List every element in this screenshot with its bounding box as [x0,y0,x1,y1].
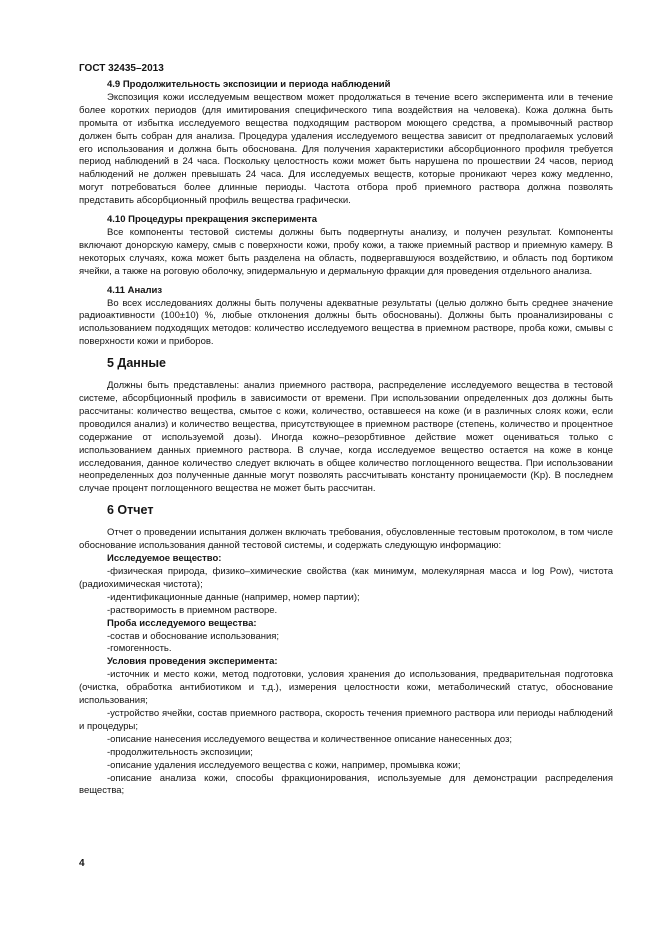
section-4-11-title: 4.11 Анализ [107,284,163,296]
report-list-item: -описание анализа кожи, способы фракционирования, используемые для демонстрации распределения вещества; [79,772,613,797]
section-6-intro: Отчет о проведении испытания должен включать требования, обусловленные тестовым протоколом, в том числе обоснование использования данной тестовой системы, и содержать следующую информацию: [79,527,613,552]
report-list-item: -источник и место кожи, метод подготовки, условия хранения до использования, предварительная подготовка (очистка, обработка антибиотиком и т.д.), измерения целостности кожи, метаболический статус, обоснование использования; [79,669,613,707]
page-number: 4 [79,858,85,869]
report-list-item: -состав и обоснование использования; [107,630,280,642]
document-header: ГОСТ 32435–2013 [79,63,164,74]
report-list-item: -гомогенность. [107,643,172,655]
document-body [79,79,613,798]
section-5-text: Должны быть представлены: анализ приемного раствора, распределение исследуемого вещества в тестовой системе, абсорбционный профиль в зависимости от времени. При использовании определенных доз должны быть рассчитаны: количество вещества, смытое с кожи, количество, оставшееся на коже (и в различных слоях кожи, если проводился анализ) и количество вещества, присутствующее в приемном растворе (степень, количество и процентное содержание от используемой дозы). Иногда кожно–резорбтивное действие может оцениваться только с использованием данных приемного раствора. В случае, когда исследуемое вещество остается на коже в конце исследования, данное количество следует включать в общее количество поглощенного вещества. При использовании неопределенных доз полученные данные могут позволять рассчитывать константу проницаемости (Kp). В последнем случае процент поглощенного вещества не может быть рассчитан. [79,380,613,495]
section-4-10-text: Все компоненты тестовой системы должны быть подвергнуты анализу, и получен результат. Компоненты включают донорскую камеру, смыв с поверхности кожи, пробу кожи, а также приемный раствор и приемную камеру. В некоторых случаях, кожа может быть разделена на область, подвергавшуюся воздействию, и область под бортиком ячейки, а также на роговую оболочку, эпидермальную и дермальную фракции для проведения отдельного анализа. [79,226,613,277]
report-list-item: -описание удаления исследуемого вещества с кожи, например, промывка кожи; [107,759,461,771]
report-list-item: -продолжительность экспозиции; [107,746,253,758]
report-group-heading: Условия проведения эксперимента: [107,656,278,668]
report-group-heading: Исследуемое вещество: [107,553,222,565]
section-5-title: 5 Данные [107,356,167,371]
report-list-item: -описание нанесения исследуемого вещества и количественное описание нанесенных доз; [107,733,513,745]
report-group-heading: Проба исследуемого вещества: [107,617,257,629]
report-list-item: -идентификационные данные (например, номер партии); [107,591,360,603]
section-4-11-text: Во всех исследованиях должны быть получены адекватные результаты (целью должно быть среднее значение радиоактивности (100±10) %, любые отклонения должны быть обоснованы). Должны быть проанализированы с использованием подходящих методов: количество исследуемого вещества в приемном растворе, проба кожи, смывы с поверхности кожи и приборов. [79,297,613,348]
report-list-item: -устройство ячейки, состав приемного раствора, скорость течения приемного раствора или периоды наблюдений и процедуры; [79,707,613,732]
section-4-10-title: 4.10 Процедуры прекращения эксперимента [107,214,318,226]
section-6-title: 6 Отчет [107,503,154,518]
report-list-item: -физическая природа, физико–химические свойства (как минимум, молекулярная масса и log Pow), чистота (радиохимическая чистота); [79,566,613,590]
section-4-9-title: 4.9 Продолжительность экспозиции и периода наблюдений [107,79,391,90]
report-list-item: -растворимость в приемном растворе. [107,604,278,616]
section-4-9-text: Экспозиция кожи исследуемым веществом может продолжаться в течение всего эксперимента или в течение более коротких периодов (для имитирования специфического типа воздействия на человека). Кожа должна быть промыта от избытка исследуемого вещества подходящим раствором моющего средства, а промывочный раствор должен быть собран для анализа. Процедура удаления исследуемого вещества зависит от предполагаемых условий его использования и должна быть обоснована. Для получения характеристики абсорбционного профиля требуется период наблюдений в 24 часа. Поскольку целостность кожи может быть нарушена по прошествии 24 часов, период наблюдений не должен превышать 24 часа. Для исследуемых веществ, которые проникают через кожу медленно, могут потребоваться более длинные периоды. Частота отбора проб приемного раствора должна позволять представить абсорбционный профиль вещества графически. [79,91,613,207]
